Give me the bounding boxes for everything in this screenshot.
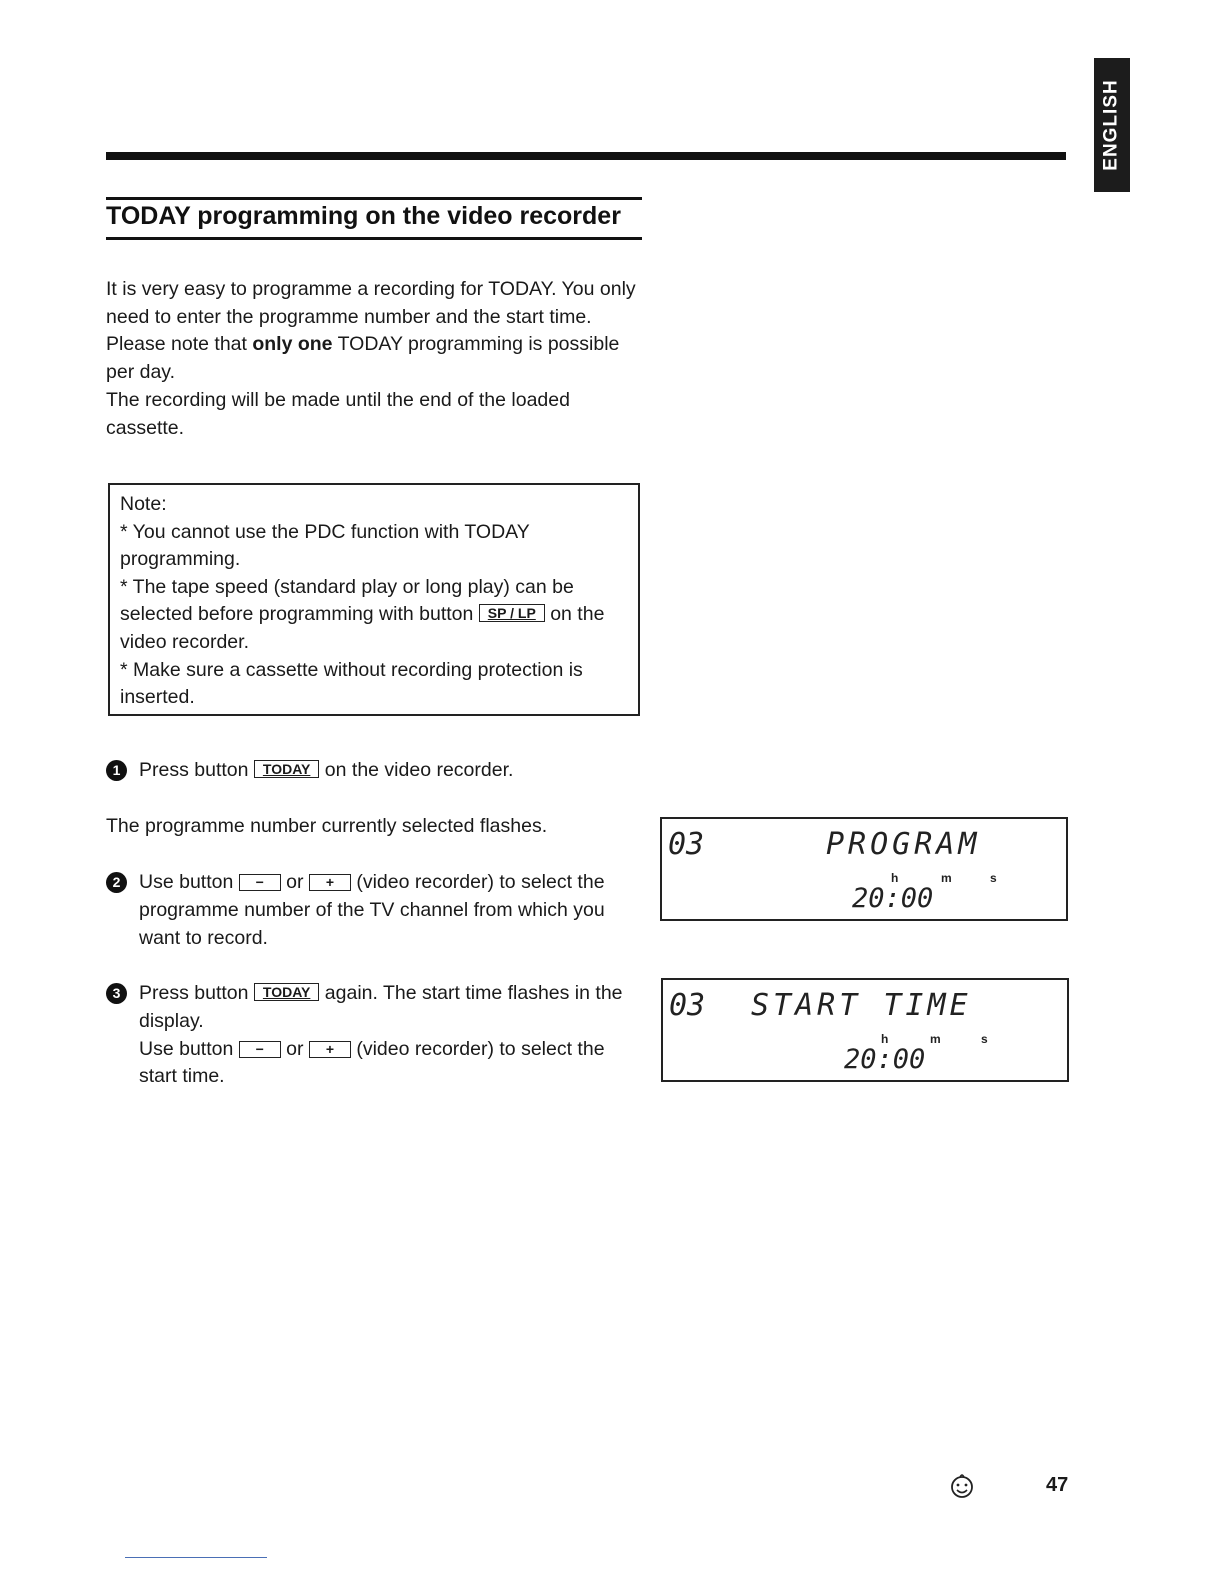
plus-button: +	[309, 874, 351, 891]
language-tab-label: ENGLISH	[1101, 79, 1123, 171]
footer-line	[125, 1557, 267, 1558]
step-2: 2 Use button − or + (video recorder) to select the programme number of the TV channel from which you want to record.	[106, 869, 636, 952]
display-1-channel: 03	[668, 827, 705, 862]
display-1-time: 20:00	[852, 883, 934, 914]
intro-paragraph-1: It is very easy to programme a recording for TODAY. You only need to enter the programme number and the start time.	[106, 278, 636, 328]
sp-lp-button: SP / LP	[479, 604, 545, 622]
language-tab	[1094, 58, 1130, 192]
display-2-s: s	[981, 1032, 988, 1046]
display-start-time	[661, 978, 1069, 1082]
today-button: TODAY	[254, 760, 319, 778]
page-title: TODAY programming on the video recorder	[106, 202, 621, 230]
display-1-label: PROGRAM	[826, 827, 981, 862]
title-top-rule	[106, 197, 642, 200]
display-2-channel: 03	[669, 988, 706, 1023]
display-2-m: m	[930, 1032, 941, 1046]
note-item-1: * You cannot use the PDC function with TODAY programming.	[120, 520, 530, 571]
note-heading: Note:	[120, 493, 167, 515]
display-1-s: s	[990, 871, 997, 885]
display-2-label: START TIME	[751, 988, 972, 1023]
intro-paragraph-3: The recording will be made until the end of the loaded cassette.	[106, 388, 570, 439]
note-box	[108, 483, 640, 716]
step-1-result: The programme number currently selected flashes.	[106, 815, 548, 837]
only-one-emphasis: only one	[252, 333, 333, 356]
step-1: 1 Press button TODAY on the video recorder.	[106, 757, 636, 785]
minus-button: −	[239, 874, 281, 891]
step-number-1: 1	[106, 760, 127, 781]
step-3: 3 Press button TODAY again. The start time flashes in the display. Use button − or + (video recorder) to select the start time.	[106, 980, 636, 1091]
note-item-2: * The tape speed (standard play or long play) can be selected before programming with button SP / LP on the video recorder.	[120, 575, 605, 653]
intro-paragraph-2: Please note that only one TODAY programming is possible per day.	[106, 333, 620, 384]
step-number-2: 2	[106, 872, 127, 893]
plus-button-2: +	[309, 1041, 351, 1058]
display-2-h: h	[881, 1032, 889, 1046]
intro-text	[106, 276, 646, 442]
display-1-h: h	[891, 871, 899, 885]
title-bottom-rule	[106, 237, 642, 240]
display-1-m: m	[941, 871, 952, 885]
display-2-time: 20:00	[844, 1044, 926, 1075]
display-program	[660, 817, 1068, 921]
smiley-icon	[947, 1470, 977, 1502]
minus-button-2: −	[239, 1041, 281, 1058]
page-number: 47	[1046, 1474, 1069, 1496]
note-item-3: * Make sure a cassette without recording protection is inserted.	[120, 658, 583, 709]
top-rule	[106, 152, 1066, 160]
today-button-again: TODAY	[254, 983, 319, 1001]
step-number-3: 3	[106, 983, 127, 1004]
